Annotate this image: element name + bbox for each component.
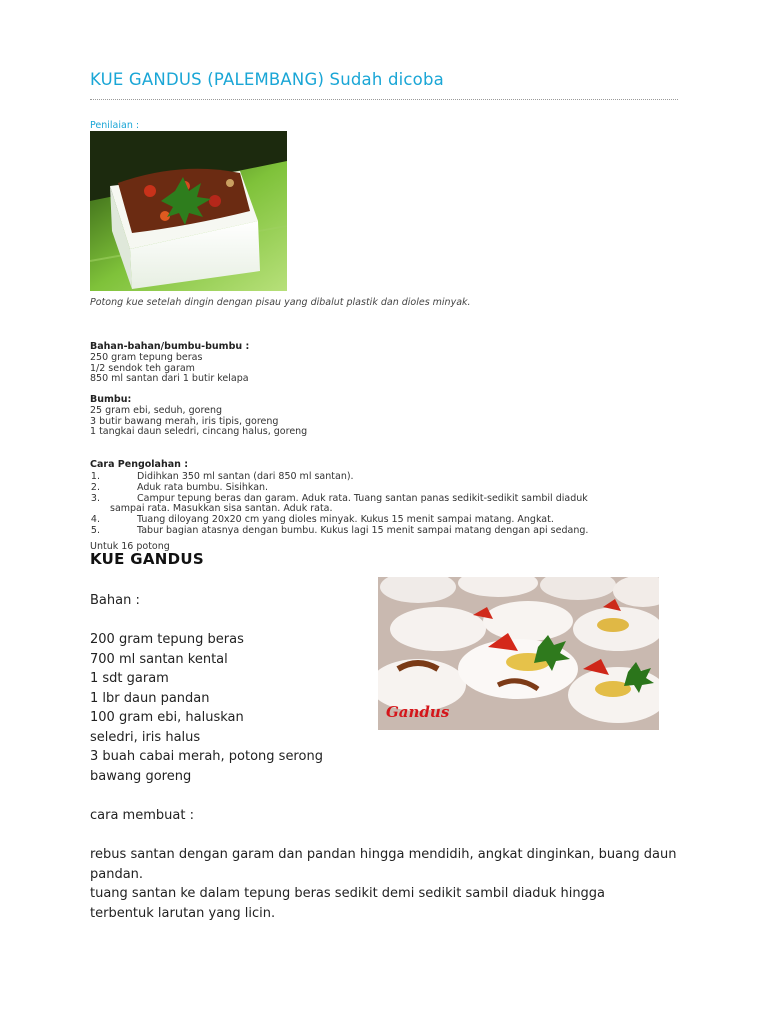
ingredient-item: 700 ml santan kental — [90, 651, 228, 667]
ingredients-block — [90, 342, 249, 385]
method-label: cara membuat : — [90, 808, 194, 823]
step-text: Tabur bagian atasnya dengan bumbu. Kukus lagi 15 menit sampai matang dengan api sedang. — [137, 524, 589, 536]
yield-text: Untuk 16 potong — [90, 541, 170, 552]
seasoning-block — [90, 395, 307, 438]
page-title: KUE GANDUS (PALEMBANG) Sudah dicoba — [90, 70, 444, 89]
ingredient-item: bawang goreng — [90, 768, 192, 784]
ingredient-item: seledri, iris halus — [90, 729, 201, 745]
step-number: 5. — [90, 524, 100, 536]
recipe-title: KUE GANDUS — [90, 550, 204, 568]
ingredient-item: 3 buah cabai merah, potong serong — [90, 749, 323, 764]
ingredient-item: 1/2 sendok teh garam — [90, 362, 195, 374]
method-heading — [90, 460, 188, 471]
ingredients-list — [90, 630, 323, 786]
step-number: 4. — [90, 514, 100, 526]
ingredient-item: 850 ml santan dari 1 butir kelapa — [90, 373, 249, 385]
step-number: 1. — [90, 471, 100, 482]
ingredient-item: 200 gram tepung beras — [90, 632, 244, 647]
rating-label: Penilaian : — [90, 120, 140, 131]
step-item — [82, 494, 662, 516]
step-text-continuation: sampai rata. Masukkan sisa santan. Aduk rata. — [110, 503, 333, 515]
recipe-photo-gandus-cups — [378, 577, 659, 730]
ingredient-item: 250 gram tepung beras — [90, 351, 203, 363]
step-text: Didihkan 350 ml santan (dari 850 ml santan). — [137, 471, 354, 482]
step-item — [82, 526, 662, 537]
method-paragraph: rebus santan dengan garam dan pandan hingga mendidih, angkat dinginkan, buang daun pandan. — [90, 847, 677, 882]
step-text: Tuang diloyang 20x20 cm yang dioles minyak. Kukus 15 menit sampai matang. Angkat. — [137, 514, 554, 526]
ingredients-label: Bahan : — [90, 593, 140, 608]
recipe-photo-gandus-slice — [90, 131, 287, 291]
seasoning-heading: Bumbu: — [90, 394, 132, 405]
photo-caption: Potong kue setelah dingin dengan pisau yang dibalut plastik dan dioles minyak. — [90, 297, 471, 308]
method-paragraph: tuang santan ke dalam tepung beras sedikit demi sedikit sambil diaduk hingga terbentuk larutan yang licin. — [90, 886, 606, 921]
ingredient-item: 1 lbr daun pandan — [90, 690, 210, 706]
seasoning-item: 25 gram ebi, seduh, goreng — [90, 404, 223, 416]
ingredient-item: 1 sdt garam — [90, 671, 169, 686]
photo-watermark: Gandus — [386, 703, 450, 721]
ingredients-heading: Bahan-bahan/bumbu-bumbu : — [90, 341, 250, 352]
step-text: Aduk rata bumbu. Sisihkan. — [137, 481, 269, 493]
step-number: 3. — [90, 492, 100, 504]
ingredient-item: 100 gram ebi, haluskan — [90, 710, 244, 725]
seasoning-item: 3 butir bawang merah, iris tipis, goreng — [90, 415, 279, 427]
step-text — [100, 494, 662, 516]
step-number: 2. — [90, 481, 100, 493]
title-divider — [90, 99, 678, 100]
method-heading-text: Cara Pengolahan : — [90, 459, 188, 470]
method-steps — [82, 472, 662, 537]
step-text-line: Campur tepung beras dan garam. Aduk rata. Tuang santan panas sedikit-sedikit sambil diaduk — [137, 492, 588, 504]
seasoning-item: 1 tangkai daun seledri, cincang halus, goreng — [90, 426, 308, 438]
